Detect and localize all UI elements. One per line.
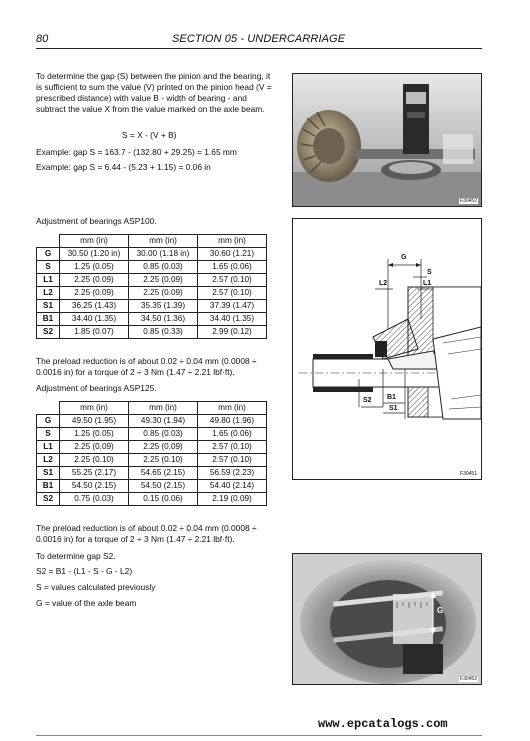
table-cell: 2.25 (0.10) xyxy=(60,454,129,467)
table-cell: 2.19 (0.09) xyxy=(198,493,267,506)
table-cell: 2.99 (0.12) xyxy=(198,326,267,339)
asp100-heading: Adjustment of bearings ASP100. xyxy=(36,216,157,226)
table-cell: 1.25 (0.05) xyxy=(60,261,129,274)
table-row xyxy=(37,274,267,287)
column-header: mm (in) xyxy=(129,402,198,415)
table-cell: 2.25 (0.09) xyxy=(60,274,129,287)
row-label: S2 xyxy=(37,326,60,339)
table-cell: 0.75 (0.03) xyxy=(60,493,129,506)
gap-formula: S = X - (V + B) xyxy=(122,130,177,140)
table-row xyxy=(37,493,267,506)
table-row xyxy=(37,480,267,493)
table-corner xyxy=(37,235,60,248)
asp125-note: The preload reduction is of about 0.02 ÷ 0.04 mm (0.0008 ÷ 0.0016 in) for a torque of 2 ÷ 3 Nm (1.47 ÷ 2.21 lbf·ft). xyxy=(36,523,257,544)
table-cell: 54.50 (2.15) xyxy=(129,480,198,493)
label-l2: L2 xyxy=(379,280,388,287)
label-g: G xyxy=(401,254,407,261)
table-cell: 34.40 (1.35) xyxy=(198,313,267,326)
gap-s2-def-s: S = values calculated previously xyxy=(36,582,156,592)
table-row xyxy=(37,300,267,313)
header-rule xyxy=(36,48,482,49)
row-label: B1 xyxy=(37,480,60,493)
table-cell: 35.35 (1.39) xyxy=(129,300,198,313)
pinion-gauge-photo xyxy=(292,73,482,207)
label-s1: S1 xyxy=(389,405,398,412)
column-header: mm (in) xyxy=(198,235,267,248)
row-label: S1 xyxy=(37,467,60,480)
figure-code: F30452 xyxy=(460,198,477,204)
table-row xyxy=(37,441,267,454)
section-title: SECTION 05 - UNDERCARRIAGE xyxy=(172,33,346,45)
footer-rule xyxy=(36,735,482,736)
table-cell: 55.25 (2.17) xyxy=(60,467,129,480)
table-header-row xyxy=(37,235,267,248)
table-cell: 2.57 (0.10) xyxy=(198,441,267,454)
table-cell: 2.57 (0.10) xyxy=(198,274,267,287)
table-cell: 56.59 (2.23) xyxy=(198,467,267,480)
table-cell: 2.25 (0.09) xyxy=(60,287,129,300)
table-cell: 54.40 (2.14) xyxy=(198,480,267,493)
example-mm: Example: gap S = 163.7 - (132.80 + 29.25) = 1.65 mm xyxy=(36,147,237,157)
asp100-note: The preload reduction is of about 0.02 ÷ 0.04 mm (0.0008 ÷ 0.0016 in) for a torque of 2 ÷ 3 Nm (1.47 ÷ 2.21 lbf·ft). xyxy=(36,356,257,377)
table-cell: 0.85 (0.03) xyxy=(129,428,198,441)
table-cell: 54.65 (2.15) xyxy=(129,467,198,480)
table-row xyxy=(37,287,267,300)
row-label: L2 xyxy=(37,454,60,467)
table-cell: 2.25 (0.10) xyxy=(129,454,198,467)
table-cell: 2.25 (0.09) xyxy=(129,274,198,287)
table-cell: 2.57 (0.10) xyxy=(198,287,267,300)
table-cell: 1.85 (0.07) xyxy=(60,326,129,339)
axle-beam-illustration xyxy=(293,554,481,684)
table-row xyxy=(37,467,267,480)
table-cell: 0.85 (0.03) xyxy=(129,261,198,274)
label-s2: S2 xyxy=(363,397,372,404)
intro-paragraph: To determine the gap (S) between the pinion and the bearing, it is sufficient to sum the value (V) printed on the pinion head (V = prescribed distance) with value B - width of bearing - and subtract the value X from the value marked on the axle beam. xyxy=(36,71,272,114)
table-row xyxy=(37,454,267,467)
table-cell: 30.50 (1.20 in) xyxy=(60,248,129,261)
table-cell: 0.85 (0.33) xyxy=(129,326,198,339)
table-row xyxy=(37,326,267,339)
row-label: S xyxy=(37,428,60,441)
table-cell: 30.00 (1.18 in) xyxy=(129,248,198,261)
gap-s2-heading: To determine gap S2. xyxy=(36,551,116,561)
pinion-gauge-illustration xyxy=(293,74,481,206)
table-cell: 36.25 (1.43) xyxy=(60,300,129,313)
row-label: L2 xyxy=(37,287,60,300)
row-label: S xyxy=(37,261,60,274)
table-header-row xyxy=(37,402,267,415)
axle-beam-photo xyxy=(292,553,482,685)
column-header: mm (in) xyxy=(198,402,267,415)
label-l1: L1 xyxy=(423,280,432,287)
table-row xyxy=(37,415,267,428)
table-cell: 49.80 (1.96) xyxy=(198,415,267,428)
table-row xyxy=(37,261,267,274)
table-cell: 1.25 (0.05) xyxy=(60,428,129,441)
table-cell: 30.60 (1.21) xyxy=(198,248,267,261)
row-label: G xyxy=(37,248,60,261)
figure-code: F30452 xyxy=(460,676,477,682)
gap-s2-def-g: G = value of the axle beam xyxy=(36,598,137,608)
table-row xyxy=(37,313,267,326)
example-in: Example: gap S = 6.44 - (5.23 + 1.15) = 0.06 in xyxy=(36,162,211,172)
table-cell: 37.39 (1.47) xyxy=(198,300,267,313)
page-number: 80 xyxy=(36,33,49,45)
table-cell: 1.65 (0.06) xyxy=(198,428,267,441)
table-cell: 49.50 (1.95) xyxy=(60,415,129,428)
label-g-photo: G xyxy=(437,606,444,615)
table-cell: 54.50 (2.15) xyxy=(60,480,129,493)
row-label: S1 xyxy=(37,300,60,313)
table-cell: 34.40 (1.35) xyxy=(60,313,129,326)
table-cell: 34.50 (1.36) xyxy=(129,313,198,326)
table-cell: 2.25 (0.09) xyxy=(129,287,198,300)
bearing-section-diagram xyxy=(292,218,482,480)
label-s: S xyxy=(427,269,432,276)
figure-code: F30451 xyxy=(460,471,477,477)
row-label: B1 xyxy=(37,313,60,326)
table-cell: 2.57 (0.10) xyxy=(198,454,267,467)
asp125-table xyxy=(36,401,267,506)
table-cell: 1.65 (0.06) xyxy=(198,261,267,274)
table-cell: 2.25 (0.09) xyxy=(60,441,129,454)
row-label: L1 xyxy=(37,274,60,287)
row-label: G xyxy=(37,415,60,428)
asp125-heading: Adjustment of bearings ASP125. xyxy=(36,383,157,393)
row-label: S2 xyxy=(37,493,60,506)
row-label: L1 xyxy=(37,441,60,454)
table-cell: 2.25 (0.09) xyxy=(129,441,198,454)
table-row xyxy=(37,428,267,441)
table-cell: 0.15 (0.06) xyxy=(129,493,198,506)
column-header: mm (in) xyxy=(60,402,129,415)
table-corner xyxy=(37,402,60,415)
column-header: mm (in) xyxy=(129,235,198,248)
asp100-table xyxy=(36,234,267,339)
label-b1: B1 xyxy=(387,394,396,401)
column-header: mm (in) xyxy=(60,235,129,248)
section-drawing xyxy=(293,219,481,479)
gap-s2-formula: S2 = B1 - (L1 - S - G - L2) xyxy=(36,566,133,576)
footer-website[interactable]: www.epcatalogs.com xyxy=(318,717,448,731)
table-row xyxy=(37,248,267,261)
table-cell: 49.30 (1.94) xyxy=(129,415,198,428)
